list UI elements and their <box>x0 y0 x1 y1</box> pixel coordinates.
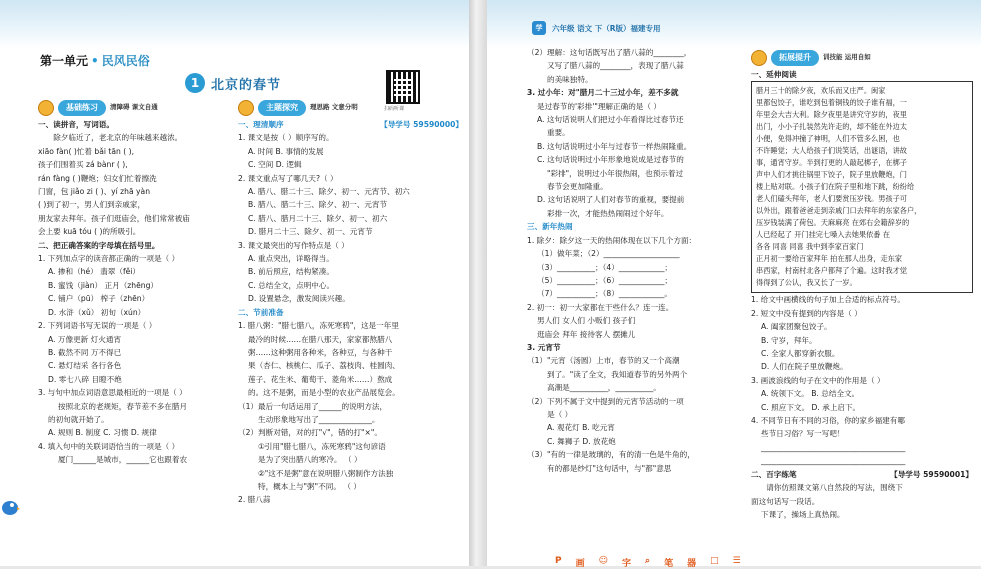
question-heading: 二、百字练笔 【导学号 59590001】 <box>751 468 973 481</box>
question-heading: 三、新年热闹 <box>527 222 573 232</box>
text-line: 2. 课文重点写了哪几天?（ ） <box>238 173 338 183</box>
text-line: B. 守岁，拜年。 <box>761 335 817 345</box>
text-line: 些节日习俗？写一写吧！ <box>761 429 845 439</box>
text-line: C. 这句话说明过小年形象地说成是过春节的 <box>537 155 684 165</box>
text-line: （1）最后一句话运用了______的说明方法， <box>238 401 388 411</box>
question-heading: 二、把正确答案的字母填在括号里。 <box>38 240 160 250</box>
text-line: C. 腊八、腊月二十三、除夕、初一、初六 <box>248 213 388 223</box>
text-line: 是为了突出腊八的寒冷。 （ ） <box>258 455 362 465</box>
text-line: C. 全家人都穿新衣服。 <box>761 349 840 359</box>
section-badge: 主题探究 <box>258 100 306 115</box>
unit-label: 第一单元 <box>40 54 89 68</box>
text-line: D. 水浒（xǔ） 初旬（xún） <box>48 307 146 317</box>
left-column-2 <box>238 100 463 507</box>
lesson-banner <box>185 73 281 93</box>
text-line: C. 悬灯结采 各行各色 <box>48 361 122 371</box>
text-line: （1）做年菜；（2）____________________ <box>537 249 680 259</box>
text-line: rán fàng ( )鞭炮；妇女们忙着擦洗 <box>38 173 157 183</box>
section-header-basic <box>38 100 238 116</box>
text-line: 楼上贴对联。小孩子们在院子里和地下跳，纷纷给 <box>756 182 915 192</box>
text-line: 老人们磕头拜年，老人们要赏压岁钱。男孩子可 <box>756 194 907 204</box>
right-page <box>487 0 981 569</box>
text-line: 最冷的时候……在腊八那天，家家都熬腊八 <box>248 334 393 344</box>
section-note: 理思路 文意分明 <box>310 103 358 112</box>
text-line: 重要。 <box>547 128 570 138</box>
question-heading: 一、延伸阅读 <box>751 70 797 79</box>
text-line: 是（ ） <box>547 409 573 419</box>
text-line: 正月初一要给百家拜年 拍在那人出身，走东家 <box>756 254 903 264</box>
text-line: 2. 初一：初一大家都在干些什么？连一连。 <box>527 302 674 312</box>
right-column-1 <box>527 46 747 475</box>
text-line: 以外出，跟着爸爸走到亲戚门口去拜年的东家各户， <box>756 206 922 216</box>
text-line: 人已经起了 开门挂完七嗓入去她果依番 在 <box>756 230 890 240</box>
text-line: （2）下列不属于文中提到的元宵节活动的一项 <box>527 396 684 406</box>
text-line: （2）理解：这句话既写出了腊八蒜的________， <box>527 48 692 57</box>
toolbar-item-0[interactable]: P <box>555 556 562 566</box>
text-line: 4. 填入句中的关联词语恰当的一项是（ ） <box>38 441 180 451</box>
toolbar-item-6[interactable]: 器 <box>687 559 697 569</box>
text-line: 按照北京的老规矩，春节差不多在腊月 <box>58 401 188 411</box>
question-heading: 3. 元宵节 <box>527 342 561 352</box>
text-line: A. 这句话说明人们把过小年看得比过春节还 <box>537 115 684 125</box>
text-line: C. 总结全文，点明中心。 <box>248 280 335 290</box>
text-line: （3）__________；（4）____________； <box>537 262 672 272</box>
text-line: C. 空间 D. 逻辑 <box>248 160 302 170</box>
text-line: D. 设置悬念，激发阅读兴趣。 <box>248 294 350 304</box>
section-badge: 拓展提升 <box>771 50 819 65</box>
book-logo-icon: 学 <box>532 21 546 35</box>
text-line: 男人们 女人们 小贩们 孩子们 <box>537 316 636 326</box>
question-heading: 二、节前准备 <box>238 307 284 317</box>
unit-title <box>40 52 150 69</box>
text-line: B. 前后照应，结构紧凑。 <box>248 267 334 277</box>
section-header-extension <box>751 50 973 66</box>
bird-mascot-icon <box>0 494 20 518</box>
unit-dot: • <box>91 54 99 68</box>
text-line: 压岁钱装满了荷包。天麻麻亮 在郊右会籍辞岁的 <box>756 218 910 228</box>
text-line: 的初旬就开始了。 <box>48 414 109 424</box>
text-line: 面这句话写一段话。 <box>751 496 820 506</box>
text-line: B. 截然不同 万不得已 <box>48 347 122 357</box>
toolbar-item-1[interactable]: 画 <box>575 559 585 569</box>
text-line: 的美味独特。 <box>547 74 593 84</box>
toolbar-item-3[interactable]: 字 <box>622 559 632 569</box>
text-line: 门窗，包 jiǎo zi ( )、yí zhā yàn <box>38 187 151 197</box>
toolbar-item-2[interactable]: ☺ <box>598 556 609 566</box>
text-line: 1. 腊八粥："腊七腊八，冻死寒鸦"，这是一年里 <box>238 321 399 331</box>
text-line: 的。这不是粥，而是小型的农业产品展览会。 <box>248 388 400 398</box>
text-line: 会上要 kuā tóu ( )的所吸引。 <box>38 227 141 237</box>
section-badge: 基础练习 <box>58 100 106 115</box>
text-line: 孩子们围着买 zá bànr ( ), <box>38 160 128 170</box>
text-line: D. 人们在院子里放鞭炮。 <box>761 362 848 372</box>
mascot-icon <box>238 100 254 116</box>
text-line: A. 规则 B. 制度 C. 习惯 D. 规律 <box>48 428 157 438</box>
text-line: "彩排"，说明过小年很热闹，也预示着过 <box>547 168 684 178</box>
question-list <box>751 68 973 521</box>
text-line: B. 蜜饯（jiàn） 正月（zhēng） <box>48 280 158 290</box>
text-line: C. 铺户（pū） 榨子（zhēn） <box>48 294 150 304</box>
text-line: ______________________________________ <box>761 456 906 466</box>
section-note: 清障碍 课文自通 <box>110 103 158 112</box>
text-line: 厦门______是城市，______它也跟着农 <box>58 455 188 465</box>
mascot-icon <box>751 50 767 66</box>
left-page <box>0 0 469 566</box>
text-line: 特，概本上与"粥"不同。 （ ） <box>258 481 361 491</box>
text-line: 串西家，村南村北各户都拜了个遍。这时我才觉 <box>756 266 907 276</box>
text-line: ______________________________________ <box>761 442 906 452</box>
text-line: 逛庙会 拜年 接待客人 摆摊儿 <box>537 329 636 339</box>
text-line: 2. 短文中没有提到的内容是（ ） <box>751 308 862 318</box>
text-line: 腊月三十的除夕夜，欢乐而又庄严。闽家 <box>756 86 886 96</box>
text-line: ②"这不是粥"意在说明腊八粥制作方法独 <box>258 468 394 478</box>
text-line: 春节会更加隆重。 <box>547 182 608 192</box>
question-heading: 一、读拼音，写词语。 <box>38 120 114 129</box>
text-line: 粥……这种粥用各种米，各种豆，与各种干 <box>248 347 393 357</box>
text-line: 高潮是__________，__________。 <box>547 383 661 393</box>
text-line: 朋友家去拜年。孩子们逛庙会，他们常常被庙 <box>38 213 190 223</box>
unit-subtitle: 民风民俗 <box>101 54 150 68</box>
text-line: 1. 除夕：除夕这一天的热闹体现在以下几个方面： <box>527 235 697 245</box>
mascot-icon <box>38 100 54 116</box>
text-line: C. 照应下文。 D. 承上启下。 <box>761 402 861 412</box>
left-column-1 <box>38 100 238 467</box>
text-line: C. 舞狮子 D. 放花炮 <box>547 436 616 446</box>
text-line: 除夕临近了，老北京的年味越来越浓。 <box>53 133 183 143</box>
text-line: 声中人们才挑往锅里下饺子，院子里放鞭炮，门 <box>756 170 907 180</box>
question-list <box>527 46 747 475</box>
text-line: 3. 课文最突出的写作特点是（ ） <box>238 240 349 250</box>
text-line: 事，通宵守岁。半到打更的人敲起梆子，在梆子 <box>756 158 907 168</box>
text-line: 莲子、花生米、葡萄干、菱角米……）熬成 <box>248 374 393 384</box>
text-line: A. 掺和（hé） 翡翠（fěi） <box>48 267 140 277</box>
qr-code-icon[interactable] <box>386 70 420 104</box>
qr-caption: 扫码听课 <box>384 106 405 112</box>
text-line: 不许睡觉；大人给孩子们说笑话，出谜语，讲故 <box>756 146 907 156</box>
running-header <box>532 21 661 35</box>
text-line: 1. 给文中画横线的句子加上合适的标点符号。 <box>751 295 905 305</box>
text-line: A. 万像更新 灯火通宵 <box>48 334 122 344</box>
text-line: 到了。"读了全文，我知道春节的另外两个 <box>547 369 688 379</box>
guide-number: 【导学号 59590001】 <box>890 469 973 479</box>
text-line: （3）"有的一律是玻璃的，有的清一色是牛角的， <box>527 450 695 460</box>
text-line: D. 零七八碎 目瞪不绝 <box>48 374 122 384</box>
text-line: 1. 课文是按（ ）顺序写的。 <box>238 133 334 143</box>
text-line: 年里会大吉大利。除夕夜里是讲究守岁的，夜里 <box>756 110 907 120</box>
text-line: A. 腊八、腊二十三、除夕、初一、元宵节、初六 <box>248 187 410 197</box>
text-line: 里都包饺子，谁吃到包着铜钱的饺子谁有福，一 <box>756 98 907 108</box>
question-heading: 一、理清顺序 【导学号 59590000】 <box>238 118 463 131</box>
text-line: （7）__________；（8）____________。 <box>537 289 672 299</box>
text-line: A. 阖家团聚包饺子。 <box>761 322 832 332</box>
text-line: 2. 腊八蒜 <box>238 495 271 505</box>
lesson-number: 1 <box>185 73 205 93</box>
text-line: 下课了，操场上真热闹。 <box>761 509 845 519</box>
right-column-2 <box>751 50 973 521</box>
lesson-title: 北京的春节 <box>211 77 282 93</box>
text-line: （2）判断对错，对的打"√"，错的打"×"。 <box>238 428 382 438</box>
text-line: 各各 同喜 同喜 我中到李家百家门 <box>756 242 864 252</box>
text-line: 小便，免得冲撞了神明，人们不管多么困，也 <box>756 134 900 144</box>
guide-number: 【导学号 59590000】 <box>380 120 463 129</box>
running-header-text: 六年级 语文 下（R版）福建专用 <box>552 23 661 33</box>
text-line: 得得到了公认，我又长了一岁。 <box>756 278 857 288</box>
question-list <box>38 118 238 467</box>
page-top-band <box>0 0 469 48</box>
text-line: ①引用"腊七腊八，冻死寒鸦"这句谚语 <box>258 441 386 451</box>
text-line: A. 时间 B. 事情的发展 <box>248 146 324 156</box>
text-line: 果（杏仁、核桃仁、瓜子、荔枝肉、桂圆肉、 <box>248 361 400 371</box>
question-heading: 3. 过小年：对"腊月二十三过小年，差不多就 <box>527 88 679 98</box>
text-line: D. 这句话说明了人们对春节的重视，要提前 <box>537 195 685 205</box>
reading-passage <box>751 81 973 293</box>
text-line: A. 统领下文。 B. 总结全文。 <box>761 389 860 399</box>
toolbar-item-4[interactable]: ⌕ <box>645 556 651 566</box>
text-line: 请你仿照课文第八自然段的写法，围绕下 <box>766 483 903 493</box>
text-line: ( )到了初一，男人们到亲戚家， <box>38 200 146 210</box>
toolbar-item-7[interactable]: □ <box>710 556 719 566</box>
text-line: 3. 画波浪线的句子在文中的作用是（ ） <box>751 375 885 385</box>
text-line: 彩排一次，才能热热闹闹过个好年。 <box>547 208 669 218</box>
text-line: A. 重点突出，详略得当。 <box>248 254 334 264</box>
toolbar-item-5[interactable]: 笔 <box>664 559 674 569</box>
text-line: A. 观花灯 B. 吃元宵 <box>547 423 615 433</box>
book-gutter <box>469 0 487 566</box>
text-line: B. 腊八、腊二十三、除夕、初一、元宵节 <box>248 200 388 210</box>
text-line: 是过春节的'彩排'"理解正确的是（ ） <box>537 101 661 111</box>
text-line: 又写了腊八蒜的________，表现了腊八蒜 <box>547 61 684 71</box>
text-line: 1. 下列加点字的读音都正确的一项是（ ） <box>38 254 180 264</box>
text-line: （5）__________；（6）____________； <box>537 275 672 285</box>
text-line: 2. 下列词语书写无误的一项是（ ） <box>38 321 157 331</box>
text-line: （1）"元宵（汤圆）上市，春节的又一个高潮 <box>527 356 680 366</box>
text-line: 出门，小小子扎装然先许走的，却不能在外边太 <box>756 122 907 132</box>
text-line: 3. 与句中加点词语意思最相近的一项是（ ） <box>38 388 187 398</box>
question-list <box>238 118 463 507</box>
text-line: B. 这句话说明过小年与过春节一样热闹隆重。 <box>537 141 692 151</box>
text-line: xiāo fàn( )忙着 bǎi tān ( ), <box>38 146 135 156</box>
text-line: 4. 不同节日有不同的习俗，你的家乡福建有哪 <box>751 416 905 426</box>
section-header-explore <box>238 100 463 116</box>
section-note: 训技能 运用自如 <box>823 53 871 62</box>
text-line: 生动形象地写出了______________。 <box>258 414 380 424</box>
bottom-toolbar <box>555 556 981 568</box>
text-line: 有的都是纱灯"这句话中，与"都"意思 <box>547 463 672 473</box>
toolbar-item-8[interactable]: ☰ <box>732 556 741 566</box>
text-line: D. 腊月二十三、除夕、初一、元宵节 <box>248 227 373 237</box>
